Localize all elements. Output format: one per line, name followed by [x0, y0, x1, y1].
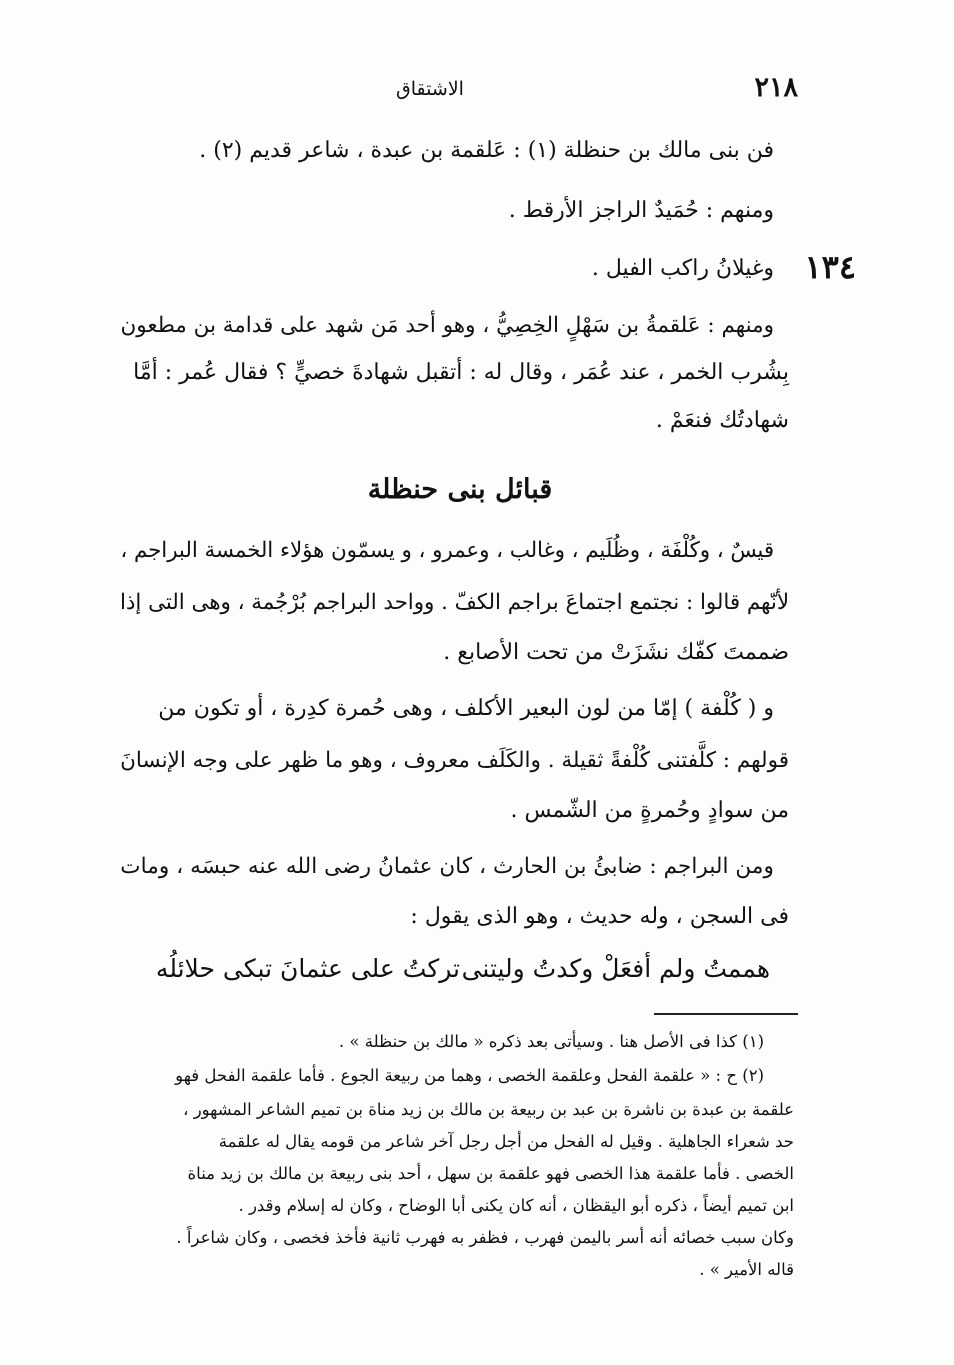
footnote-line: ابن تميم أيضاً ، ذكره أبو اليقظان ، أنه كان يكنى أبا الوضاح ، وكان له إسلام وقدر .	[238, 1196, 794, 1215]
body-line: شهادتُك فنعَمْ .	[655, 408, 789, 433]
body-line: وغيلانُ راكب الفيل .	[591, 256, 774, 281]
footnote-line: علقمة بن عبدة بن ناشرة بن عبد بن ربيعة بن مالك بن زيد مناة بن تميم الشاعر المشهور ،	[183, 1100, 794, 1119]
footnote-divider	[654, 1013, 798, 1015]
body-line: من سوادٍ وحُمرةٍ من الشّمس .	[510, 798, 789, 823]
footnote-line: الخصى . فأما علقمة هذا الخصى فهو علقمة بن سهل ، أحد بنى ربيعة بن مالك بن زيد مناة	[187, 1164, 794, 1183]
verse-first-hemistich: هممتُ ولم أفعَلْ وكدتُ وليتنى	[461, 954, 770, 983]
body-line: قولهم : كلَّفتنى كُلْفةً ثقيلة . والكَلَف معروف ، وهو ما ظهر على وجه الإنسانَ	[120, 748, 789, 773]
body-line: لأنّهم قالوا : نجتمع اجتماعَ براجم الكفّ . وواحد البراجم بُرْجُمة ، وهى التى إذا	[119, 590, 789, 615]
body-line: ضممتَ كفّك نشَزَتْ من تحت الأصابع .	[443, 640, 789, 665]
margin-number: ١٣٤	[804, 248, 856, 286]
footnote-line: (١) كذا فى الأصل هنا . وسيأتى بعد ذكره « مالك بن حنظلة » .	[338, 1032, 764, 1051]
body-line: بِشُرب الخمر ، عند عُمَر ، وقال له : أتقبل شهادةَ خصيٍّ ؟ فقال عُمر : أمَّا	[133, 360, 789, 385]
body-line: ومنهم : حُمَيدٌ الراجز الأرقط .	[508, 198, 774, 223]
body-line: ومنهم : عَلقمةُ بن سَهْلٍ الخِصِيُّ ، وهو أحد مَن شهد على قدامة بن مطعون	[120, 313, 774, 338]
section-heading: قبائل بنى حنظلة	[367, 474, 553, 505]
body-line: فى السجن ، وله حديث ، وهو الذى يقول :	[410, 904, 789, 929]
footnote-line: وكان سبب خصائه أنه أسر باليمن فهرب ، فظفر به فهرب ثانية فأخذ فخصى ، وكان شاعراً .	[176, 1228, 794, 1247]
footnote-line: (٢) ح : « علقمة الفحل وعلقمة الخصى ، وهما من ربيعة الجوع . فأما علقمة الفحل فهو	[175, 1066, 764, 1085]
footnote-line: قاله الأمير » .	[699, 1260, 794, 1279]
running-title: الاشتقاق	[396, 78, 464, 100]
footnote-line: حد شعراء الجاهلية . وقيل له الفحل من أجل رجل آخر شاعر من قومه يقال له علقمة	[218, 1132, 794, 1151]
verse-second-hemistich: تركتُ على عثمانَ تبكى حلائلُه	[155, 954, 460, 983]
body-line: فن بنى مالك بن حنظلة (١) : عَلقمة بن عبدة ، شاعر قديم (٢) .	[199, 138, 774, 163]
body-line: و ( كُلْفة ) إمّا من لون البعير الأكلف ، وهى حُمرة كدِرة ، أو تكون من	[158, 696, 774, 721]
page-number: ٢١٨	[754, 72, 798, 103]
body-line: قيسٌ ، وكُلْفَة ، وظُلَيم ، وغالب ، وعمرو ، و يسمّون هؤلاء الخمسة البراجم ،	[120, 538, 774, 563]
body-line: ومن البراجم : ضابئُ بن الحارث ، كان عثمانُ رضى الله عنه حبسَه ، ومات	[120, 854, 774, 879]
